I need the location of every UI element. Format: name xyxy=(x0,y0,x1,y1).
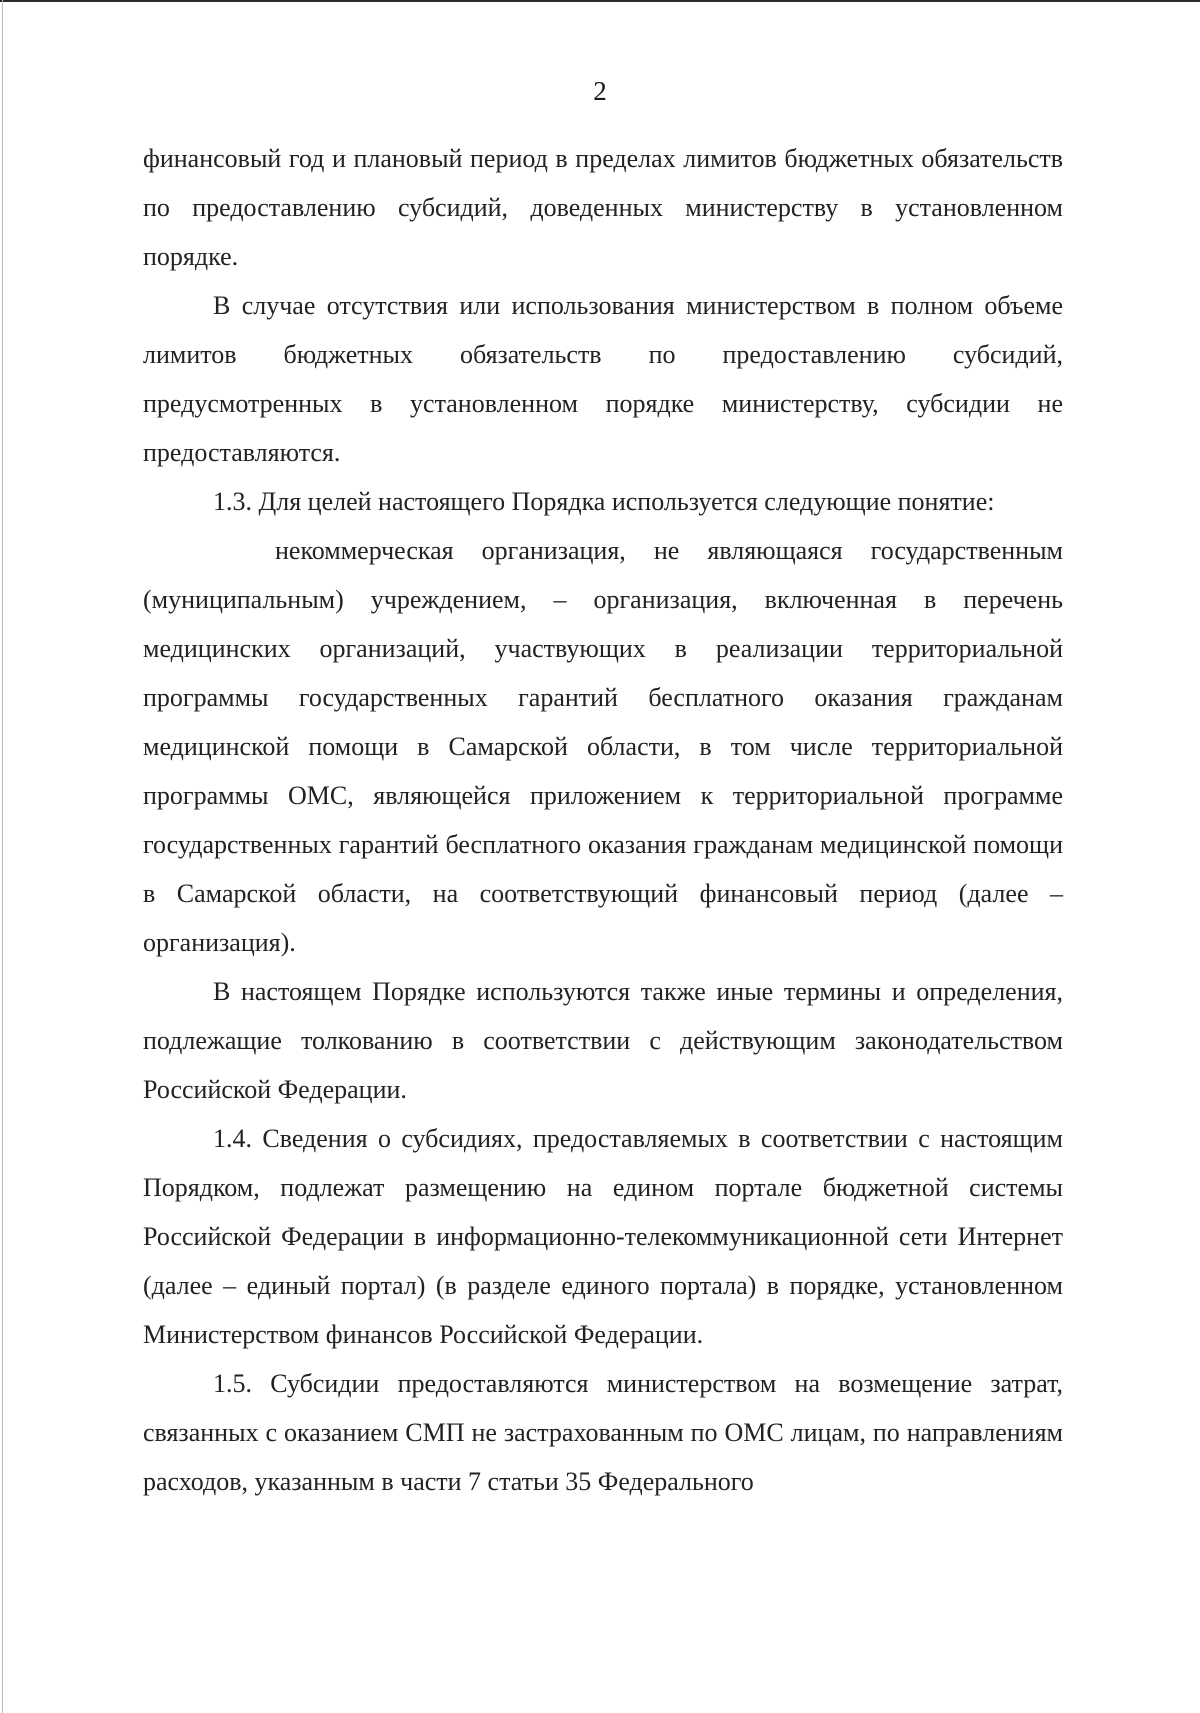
paragraph-definition: некоммерческая организация, не являющаяся государственным (муниципальным) учреждением, – организация, включенная в перечень медицинских организаций, участвующих в реализации территориальной программы государственных гарантий бесплатного оказания гражданам медицинской помощи в Самарской области, в том числе территориальной программы ОМС, являющейся приложением к территориальной программе государственных гарантий бесплатного оказания гражданам медицинской помощи в Самарской области, на соответствующий финансовый период (далее – организация). xyxy=(143,536,1063,957)
paragraph-continuation: финансовый год и плановый период в пределах лимитов бюджетных обязательств по предоставлению субсидий, доведенных министерству в установленном порядке. xyxy=(143,144,1063,271)
paragraph-1-4: 1.4. Сведения о субсидиях, предоставляемых в соответствии с настоящим Порядком, подлежат размещению на едином портале бюджетной системы Российской Федерации в информационно-телекоммуникационной сети Интернет (далее – единый портал) (в разделе единого портала) в порядке, установленном Министерством финансов Российской Федерации. xyxy=(143,1124,1063,1349)
document-body xyxy=(143,134,1063,1506)
paragraph-absence-of-limits: В случае отсутствия или использования министерством в полном объеме лимитов бюджетных обязательств по предоставлению субсидий, предусмотренных в установленном порядке министерству, субсидии не предоставляются. xyxy=(143,291,1063,467)
paragraph-1-5: 1.5. Субсидии предоставляются министерством на возмещение затрат, связанных с оказанием СМП не застрахованным по ОМС лицам, по направлениям расходов, указанным в части 7 статьи 35 Федерального xyxy=(143,1369,1063,1496)
paragraph-other-terms: В настоящем Порядке используются также иные термины и определения, подлежащие толкованию в соответствии с действующим законодательством Российской Федерации. xyxy=(143,977,1063,1104)
scan-edge-top xyxy=(0,0,1200,2)
paragraph-1-3: 1.3. Для целей настоящего Порядка используется следующие понятие: xyxy=(213,487,995,516)
page-number: 2 xyxy=(593,76,607,106)
scan-edge-left xyxy=(2,0,3,1713)
